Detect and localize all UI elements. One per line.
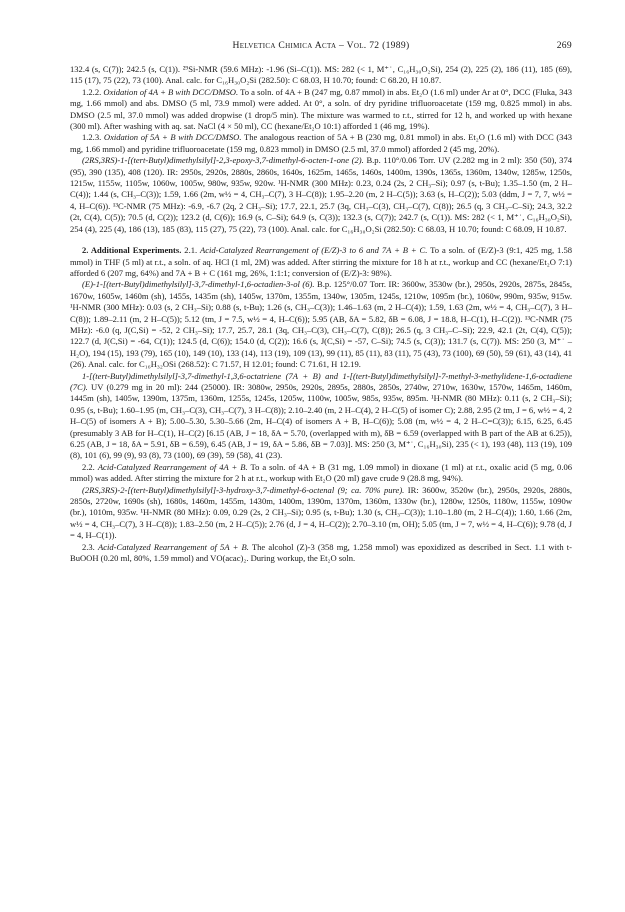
paragraph-text: To a soln. of 4A + B (247 mg, 0.87 mmol) in abs. Et₂O (1.6 ml) under Ar at 0°, DCC (Fluka, 343 mg, 1.66 mmol) and abs. DMSO (5 ml, 73.9 mmol) were added. At 0°, a soln. of dry pyridine trifluoroacetate (159 mg, 0.825 mmol) in abs. DMSO (2.5 ml, 37.0 mmol) was added dropwise (1 drop/5 min). The mixture was warmed to r.t., stirred for 12 h, and worked up with hexane (300 ml). After washing with aq. sat. NaCl (4 × 50 ml), CC (hexane/Et₂O 10:1) afforded 1 (46 mg, 19%). <box>70 86 573 132</box>
journal-title: Helvetica Chimica Acta – Vol. 72 (1989) <box>232 40 410 51</box>
paragraph-text: The alcohol (Z)-3 (358 mg, 1.258 mmol) was epoxidized as described in Sect. 1.1 with t-BuOOH (0.20 ml, 80%, 1.59 mmol) and VO(acac)₂. During workup, the Et₂O soln. <box>70 541 573 564</box>
paragraph-oxidation-5ab <box>70 132 572 155</box>
section-title: Oxidation of 5A + B with DCC/DMSO. <box>103 132 242 143</box>
paragraph-text: B.p. 125°/0.07 Torr. IR: 3600w, 3530w (br.), 2950s, 2920s, 2875s, 2845s, 1670w, 1605w, 1460m (sh), 1455s, 1435m (sh), 1405w, 1370m, 1355m, 1340w, 1305m, 1245s, 1210w, 1095m (br.), 1060w, 990m, 935w, 915w. ¹H-NMR (300 MHz): 0.03 (s, 2 CH₃–Si); 0.88 (s, t-Bu); 1.26 (s, CH₃–C(3)); 1.46–1.63 (m, 2 H–C(4)); 1.59, 1.63 (2m, w½ = 4, CH₃–C(7), 3 H–C(8)); 1.89–2.11 (m, 2 H–C(5)); 5.12 (tm, J = 7.5, w½ = 4, H–C(6)); 5.95 (AB, δA = 5.82, δB = 6.08, J = 18.8, H–C(1), H–C(2)). ¹³C-NMR (75 MHz): -6.0 (q, J(C,Si) = -52, 2 CH₃–Si); 17.7, 25.7, 28.1 (3q, CH₃–C(3), CH₃–C(7), C(8)); 26.5 (q, 3 CH₃–C–Si); 22.9, 42.1 (2t, C(4), C(5)); 122.7 (d, J(C,Si) = -64, C(1)); 124.5 (d, C(6)); 154.0 (d, C(2)); 16.6 (s, J(C,Si) = -57, C–Si); 74.5 (s, C(3)); 131.7 (s, C(7)). MS: 250 (3, M⁺˙ – H₂O), 194 (15), 193 (79), 165 (10), 149 (10), 133 (14), 113 (19), 109 (13), 99 (11), 85 (11), 83 (11), 75 (43), 73 (100), 69 (50), 59 (61), 43 (14), 41 (26). Anal. calc. for C₁₆H₃₂OSi (268.52): C 71.57, H 12.01; found: C 71.61, H 12.19. <box>70 279 572 370</box>
paragraph-text: UV (0.279 mg in 20 ml): 244 (25000). IR: 3080w, 2950s, 2920s, 2895s, 2880s, 2850s, 2740w, 2710w, 1630w, 1570w, 1465m, 1460m, 1445m (sh), 1405w, 1390m, 1375m, 1360m, 1255s, 1245s, 1205w, 1100w, 1005w, 985s, 935w, 895m. ¹H-NMR (80 MHz): 0.11 (s, 2 CH₃–Si); 0.95 (s, t-Bu); 1.60–1.95 (m, CH₃–C(3), CH₃–C(7), 3 H–C(8)); 2.10–2.40 (m, 2 H–C(4), 2 H–C(5) of isomer C); 2.88, 2.95 (2 tm, J = 6, w½ = 4, 2 H–C(5) of isomers A + B); 5.00–5.30, 5.30–5.66 (2m, H–C(4) of isomers A + B, H–C(6)); 5.08 (m, w½ = 4, 2 H–C=C(3)); 6.15, 6.25, 6.45 (presumably 3 AB for H–C(1), H–C(2) [6.15 (AB, J = 18, δA = 5.70, (overlapped with m), δB = 6.59 (overlapped with B part of the AB at 6.25)), 6.25 (AB, J = 18, δA = 5.91, δB = 6.59), 6.45 (AB, J = 19, δA = 5.86, δB = 7.03)]. MS: 250 (3, M⁺˙, C₁₆H₃₀Si), 235 (< 1), 193 (48), 113 (19), 109 (8), 101 (6), 99 (9), 93 (8), 73 (100), 69 (39), 59 (58), 41 (23). <box>70 381 572 461</box>
running-head <box>70 40 572 54</box>
paragraph-compound-2 <box>70 155 572 235</box>
paragraph-text: The analogous reaction of 5A + B (230 mg, 0.81 mmol) in abs. Et₂O (1.6 ml) with DCC (343 mg, 1.66 mmol) and pyridine trifluoroacetate (159 mg, 0.823 mmol) in DMSO (2.5 ml, 37.0 mmol) afforded 2 (45 mg, 20%). <box>70 132 572 154</box>
section-number: 2.3. <box>82 541 95 552</box>
body-text <box>70 64 572 564</box>
paragraph-compound-7 <box>70 371 572 462</box>
section-title: Acid-Catalyzed Rearrangement of (E/Z)-3 to 6 and 7A + B + C. <box>200 245 428 256</box>
paragraph-oxidation-4ab <box>70 87 572 133</box>
section-number: 2.1. <box>184 245 198 256</box>
paragraph-text: B.p. 110°/0.06 Torr. UV (2.282 mg in 2 ml): 350 (50), 374 (95), 390 (135), 408 (120). IR: 2950s, 2920s, 2880s, 2860s, 1640s, 1625m, 1465s, 1460s, 1400m, 1390s, 1365s, 1360m, 1340w, 1285w, 1250s, 1215w, 1155w, 1105w, 1060w, 1005w, 980w, 935w, 920w. ¹H-NMR (300 MHz): 0.23, 0.24 (2s, 2 CH₃–Si); 0.97 (s, t-Bu); 1.35–1.50 (m, 2 H–C(4)); 1.44 (s, CH₃–C(3)); 1.59, 1.66 (2m, w½ = 4, CH₃–C(7), 3 H–C(8)); 1.95–2.20 (m, 2 H–C(5)); 3.63 (s, H–C(2)); 5.03 (ddm, J = 7, 7, w½ = 4, H–C(6)). ¹³C-NMR (75 MHz): -6.9, -6.7 (2q, 2 CH₃–Si); 17.7, 22.1, 25.7 (3q, CH₃–C(3), CH₃–C(7), C(8)); 26.5 (q, 3 CH₃–C–Si); 24.3, 32.2 (2t, C(4), C(5)); 70.5 (d, C(2)); 123.2 (d, C(6)); 16.9 (s, C–Si); 64.9 (s, C(3)); 132.3 (s, C(7)); 242.7 (s, C(1)). MS: 282 (< 1, M⁺˙, C₁₆H₃₀O₂Si), 254 (4), 225 (4), 186 (13), 185 (83), 115 (27), 75 (22), 73 (100). Anal. calc. for C₁₆H₃₀O₂Si (282.50): C 68.03, H 10.70; found: C 68.09, H 10.87. <box>70 155 572 234</box>
section-title: Acid-Catalyzed Rearrangement of 4A + B. <box>97 461 248 472</box>
paragraph-text: IR: 3600w, 3520w (br.), 2950s, 2920s, 2880s, 2850s, 2720w, 1690s (sh), 1680s, 1460m, 1455m, 1430m, 1400m, 1390m, 1370m, 1360m, 1330w (br.), 1280w, 1250s, 1180w, 1155w, 1090w (br.), 1010m, 935w. ¹H-NMR (80 MHz): 0.09, 0.29 (2s, 2 CH₃–Si); 0.95 (s, t-Bu); 1.30 (s, CH₃–C(3)); 1.10–1.80 (m, 2 H–C(4)); 1.60, 1.66 (2m, w½ = 4, CH₃–C(7), 3 H–C(8)); 1.83–2.50 (m, 2 H–C(5)); 2.76 (d, J = 4, H–C(2)); 2.70–3.10 (m, OH); 5.05 (tm, J = 7, w½ = 4, H–C(6)); 9.78 (d, J = 4, H–C(1)). <box>70 484 573 541</box>
compound-name: 1-[(tert-Butyl)dimethylsilyl]-3,7-dimethyl-1,3,6-octatriene (7A + B) and 1-[(tert-Butyl)dimethylsilyl]-7-methyl-3-methylidene-1,6-octadiene (7C). <box>70 370 572 392</box>
paragraph-continued-data <box>70 64 572 87</box>
compound-name: (E)-1-[(tert-Butyl)dimethylsilyl]-3,7-dimethyl-1,6-octadien-3-ol (6). <box>82 279 315 290</box>
paragraph-compound-9 <box>70 485 572 542</box>
paragraph-rearrangement-5ab <box>70 542 572 565</box>
paragraph-compound-6 <box>70 279 572 370</box>
section-heading: 2. Additional Experiments. <box>82 245 182 256</box>
paragraph-text: To a soln. of 4A + B (31 mg, 1.09 mmol) in dioxane (1 ml) at r.t., oxalic acid (5 mg, 0.06 mmol) was added. After stirring the mixture for 2 h at r.t., workup with Et₂O (20 ml) gave crude 9 (28.8 mg, 94%). <box>70 461 573 484</box>
paragraph-additional-experiments <box>70 245 572 279</box>
page-number: 269 <box>556 40 572 51</box>
paragraph-rearrangement-4ab <box>70 462 572 485</box>
paragraph-text: To a soln. of (E/Z)-3 (9:1, 425 mg, 1.58 mmol) in THF (5 ml) at r.t., a soln. of aq. HCl (1 ml, 2M) was added. After stirring the mixture for 18 h at r.t., workup and CC (hexane/Et₂O 7:1) afforded 6 (207 mg, 64%) and 7A + B + C (161 mg, 26%, 1:1:1; conversion of (E/Z)-3: 98%). <box>70 245 573 278</box>
section-title: Oxidation of 4A + B with DCC/DMSO. <box>103 86 239 97</box>
section-number: 1.2.2. <box>82 86 102 97</box>
paragraph-text: 132.4 (s, C(7)); 242.5 (s, C(1)). ²⁹Si-NMR (59.6 MHz): -1.96 (Si–C(1)). MS: 282 (< 1, M⁺˙, C₁₆H₃₀O₂Si), 254 (2), 225 (2), 186 (11), 185 (69), 115 (17), 75 (22), 73 (100). Anal. calc. for C₁₆H₃₀O₂Si (282.50): C 68.03, H 10.70; found: C 68.20, H 10.87. <box>70 64 572 86</box>
compound-name: (2RS,3RS)-1-[(tert-Butyl)dimethylsilyl]-2,3-epoxy-3,7-dimethyl-6-octen-1-one (2). <box>82 155 364 166</box>
compound-name: (2RS,3RS)-2-[(tert-Butyl)dimethylsilyl]-3-hydroxy-3,7-dimethyl-6-octenal (9; ca. 70% pure). <box>82 484 405 495</box>
section-number: 2.2. <box>82 461 95 472</box>
section-title: Acid-Catalyzed Rearrangement of 5A + B. <box>98 541 249 552</box>
section-number: 1.2.3. <box>82 132 102 143</box>
